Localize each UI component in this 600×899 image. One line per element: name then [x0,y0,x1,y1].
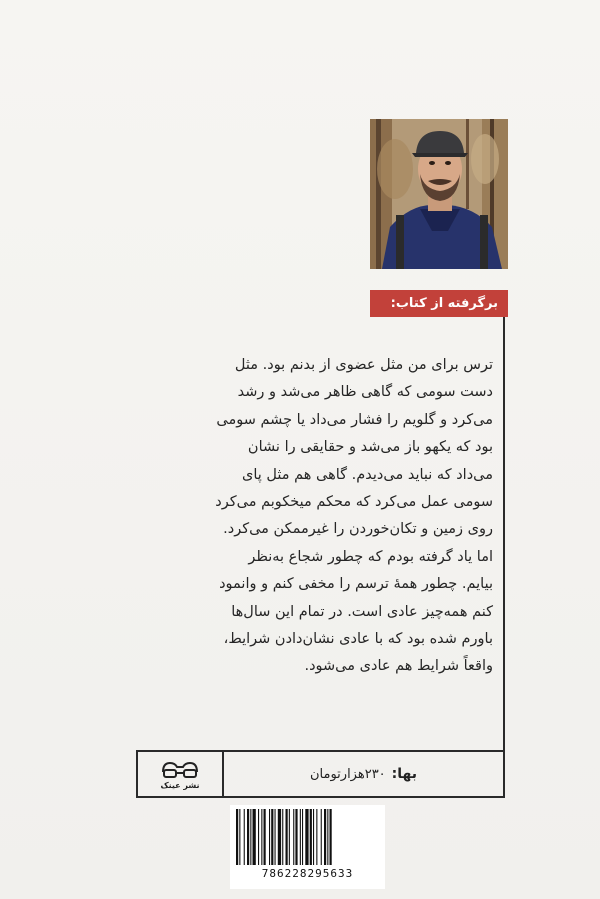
barcode-bar [324,809,326,865]
barcode-number: 786228295633 [261,867,354,880]
barcode-bar [289,809,290,865]
barcode-bar [236,809,238,865]
isbn-barcode [230,805,385,889]
barcode-bar [282,809,283,865]
excerpt-line: کنم همه‌چیز عادی است. در تمام این سال‌ها [231,603,493,620]
barcode-bar [269,809,270,865]
publisher-logo-text: نشر عینک [160,781,200,790]
barcode-bar [253,809,256,865]
excerpt-line: باورم شده بود که با عادی نشان‌دادن شرایط، [223,631,493,648]
price [224,752,503,796]
excerpt-line: سومی عمل می‌کرد که محکم میخکوبم می‌کرد [215,494,493,511]
barcode-icon [230,805,385,867]
excerpt-line: بیایم. چطور همهٔ ترسم را مخفی کنم و وانمود [219,576,493,593]
excerpt-line: می‌کرد و گلویم را فشار می‌داد یا چشم سومی [216,411,493,428]
excerpt-line: اما یاد گرفته بودم که چطور شجاع به‌نظر [248,548,493,565]
barcode-bar [258,809,259,865]
barcode-bar [330,809,332,865]
barcode-bar [302,809,303,865]
barcode-bar [310,809,312,865]
barcode-bar [305,809,308,865]
excerpt-line: ترس برای من مثل عضوی از بدنم بود. مثل [234,357,493,373]
barcode-bar [278,809,281,865]
barcode-bar [250,809,251,865]
excerpt-line: دست سومی که گاهی ظاهر می‌شد و رشد [237,384,493,401]
price-value: ۲۳۰هزارتومان [309,766,386,782]
publisher-logo [138,752,224,796]
author-photo [370,119,508,269]
frame-line [503,317,505,750]
barcode-bar [239,809,240,865]
excerpt-line: می‌داد که نباید می‌دیدم. گاهی هم مثل پای [241,466,493,483]
barcode-bar [300,809,301,865]
barcode-bar [316,809,317,865]
excerpt-line: روی زمین و تکان‌خوردن را غیرممکن می‌کرد. [223,521,493,538]
barcode-bar [295,809,297,865]
barcode-bar [271,809,273,865]
barcode-bar [247,809,249,865]
barcode-bar [275,809,276,865]
excerpt-line: بود که یکهو باز می‌شد و حقایقی را نشان [247,439,493,456]
barcode-bar [293,809,294,865]
barcode-bar [261,809,262,865]
barcode-bar [244,809,245,865]
barcode-bar [264,809,266,865]
price-row [136,750,505,798]
excerpt-text [128,352,493,681]
price-label: بها: [391,766,418,782]
excerpt-label: برگرفته از کتاب: [370,290,508,317]
barcode-bar [321,809,322,865]
barcode-bar [313,809,314,865]
barcode-bar [286,809,288,865]
barcode-bar [327,809,328,865]
excerpt-line: واقعاً شرایط هم عادی می‌شود. [304,658,493,675]
